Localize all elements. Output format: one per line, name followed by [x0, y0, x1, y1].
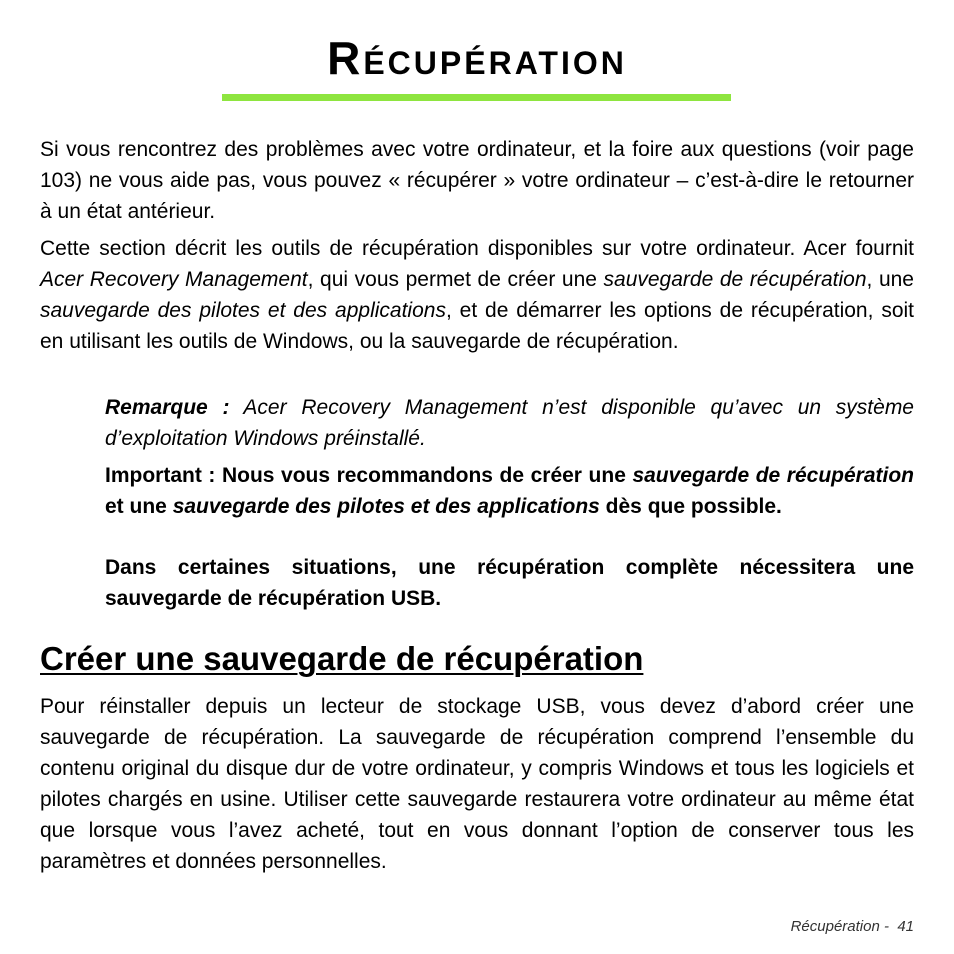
- important-paragraph: [105, 460, 914, 522]
- important-text-2: et une: [105, 495, 173, 518]
- important-text-1: Important : Nous vous recommandons de créer une: [105, 464, 633, 487]
- footer-section-name: Récupération -: [790, 918, 889, 935]
- page-footer: [791, 917, 914, 937]
- footer-page-number: 41: [897, 918, 914, 935]
- overview-text-4: , et de démarrer les options de récupération, soit en utilisant les outils de Windows, ou la sauvegarde de récupération.: [40, 299, 914, 353]
- note-paragraph: [105, 392, 914, 454]
- section-heading: Créer une sauvegarde de récupération: [40, 640, 644, 677]
- important-italic-2: sauvegarde des pilotes et des applications: [172, 495, 600, 518]
- note-text: Acer Recovery Management n’est disponible qu’avec un système d’exploitation Windows préinstallé.: [105, 396, 914, 450]
- page-title: Récupération: [327, 32, 627, 84]
- overview-italic-2: sauvegarde de récupération: [603, 268, 867, 291]
- intro-paragraph: Si vous rencontrez des problèmes avec votre ordinateur, et la foire aux questions (voir page 103) ne vous aide pas, vous pouvez « récupérer » votre ordinateur – c’est-à-dire le retourner à un état antérieur.: [40, 138, 914, 223]
- note-label: Remarque :: [105, 396, 230, 419]
- overview-text-3: , une: [866, 268, 914, 291]
- overview-italic-1: Acer Recovery Management: [40, 268, 308, 291]
- important-text-3: dès que possible.: [599, 495, 782, 518]
- section-body-paragraph: Pour réinstaller depuis un lecteur de stockage USB, vous devez d’abord créer une sauvegarde de récupération. La sauvegarde de récupération comprend l’ensemble du contenu original du disque dur de votre ordinateur, y compris Windows et tous les logiciels et pilotes chargés en usine. Utiliser cette sauvegarde restaurera votre ordinateur au même état que lorsque vous l’avez acheté, tout en vous donnant l’option de conserver tous les paramètres et données personnelles.: [40, 695, 914, 873]
- overview-text-2: , qui vous permet de créer une: [307, 268, 604, 291]
- overview-paragraph: [40, 233, 914, 357]
- overview-text-1: Cette section décrit les outils de récupération disponibles sur votre ordinateur. Acer fournit: [40, 237, 914, 260]
- overview-italic-3: sauvegarde des pilotes et des applications: [40, 299, 446, 322]
- usb-recovery-notice: Dans certaines situations, une récupération complète nécessitera une sauvegarde de récupération USB.: [105, 556, 914, 610]
- important-italic-1: sauvegarde de récupération: [632, 464, 914, 487]
- title-underline-rule: [222, 94, 731, 101]
